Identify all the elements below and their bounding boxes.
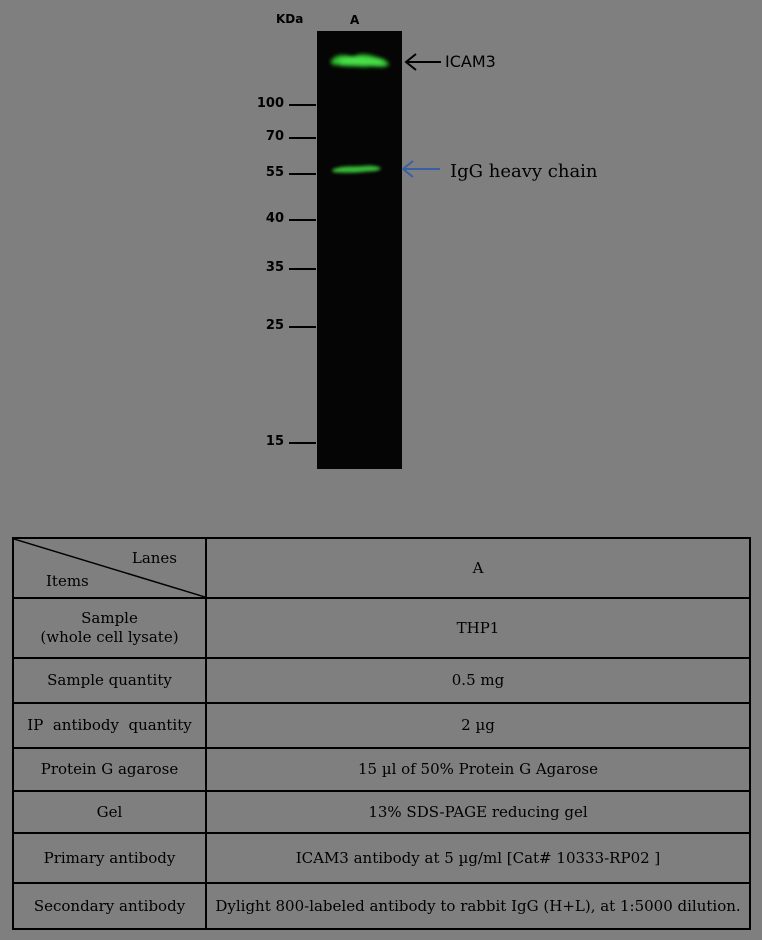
lane-a-header-cell: A	[206, 538, 750, 598]
icam3-arrow-icon	[403, 52, 443, 72]
icam3-label: ICAM3	[445, 52, 496, 71]
marker-label-35: 35	[265, 260, 284, 275]
lanes-items-header-cell	[13, 538, 206, 598]
row-value-primary-antibody: ICAM3 antibody at 5 µg/ml [Cat# 10333-RP02 ]	[206, 833, 750, 883]
row-item-sample: Sample (whole cell lysate)	[13, 598, 206, 658]
marker-label-15: 15	[265, 434, 284, 449]
table-header-row	[13, 538, 750, 598]
marker-label-100: 100	[256, 96, 284, 111]
row-value-gel: 13% SDS-PAGE reducing gel	[206, 791, 750, 833]
table-row	[13, 703, 750, 748]
row-value-protein-g-agarose: 15 µl of 50% Protein G Agarose	[206, 748, 750, 791]
row-item-gel: Gel	[13, 791, 206, 833]
table-row	[13, 658, 750, 703]
igg-heavy-chain-label: IgG heavy chain	[450, 161, 598, 182]
igg-heavy-chain-arrow-icon	[400, 159, 442, 179]
table-row	[13, 883, 750, 929]
marker-label-25: 25	[265, 318, 284, 333]
row-value-ip-antibody-quantity: 2 µg	[206, 703, 750, 748]
row-item-primary-antibody: Primary antibody	[13, 833, 206, 883]
marker-tick-35	[289, 268, 316, 270]
row-value-secondary-antibody: Dylight 800-labeled antibody to rabbit IgG (H+L), at 1:5000 dilution.	[206, 883, 750, 929]
row-item-secondary-antibody: Secondary antibody	[13, 883, 206, 929]
diagonal-divider	[14, 539, 205, 597]
table-row	[13, 833, 750, 883]
items-header-label: Items	[46, 572, 89, 590]
table-row	[13, 598, 750, 658]
lanes-header-label: Lanes	[131, 549, 177, 567]
row-value-sample: THP1	[206, 598, 750, 658]
row-item-sample-quantity: Sample quantity	[13, 658, 206, 703]
marker-tick-25	[289, 326, 316, 328]
marker-label-55: 55	[265, 165, 284, 180]
marker-label-40: 40	[265, 211, 284, 226]
gel-lane	[317, 31, 402, 469]
marker-tick-15	[289, 442, 316, 444]
marker-tick-55	[289, 173, 316, 175]
experiment-conditions-table	[12, 537, 751, 930]
row-value-sample-quantity: 0.5 mg	[206, 658, 750, 703]
marker-label-70: 70	[265, 129, 284, 144]
kda-unit-label: KDa	[276, 12, 304, 26]
table-row	[13, 748, 750, 791]
igg-heavy-chain-band	[327, 158, 387, 180]
lane-a-label: A	[350, 13, 360, 27]
icam3-band	[327, 43, 393, 75]
row-item-ip-antibody-quantity: IP antibody quantity	[13, 703, 206, 748]
marker-tick-70	[289, 137, 316, 139]
table-row	[13, 791, 750, 833]
marker-tick-100	[289, 104, 316, 106]
marker-tick-40	[289, 219, 316, 221]
row-item-protein-g-agarose: Protein G agarose	[13, 748, 206, 791]
